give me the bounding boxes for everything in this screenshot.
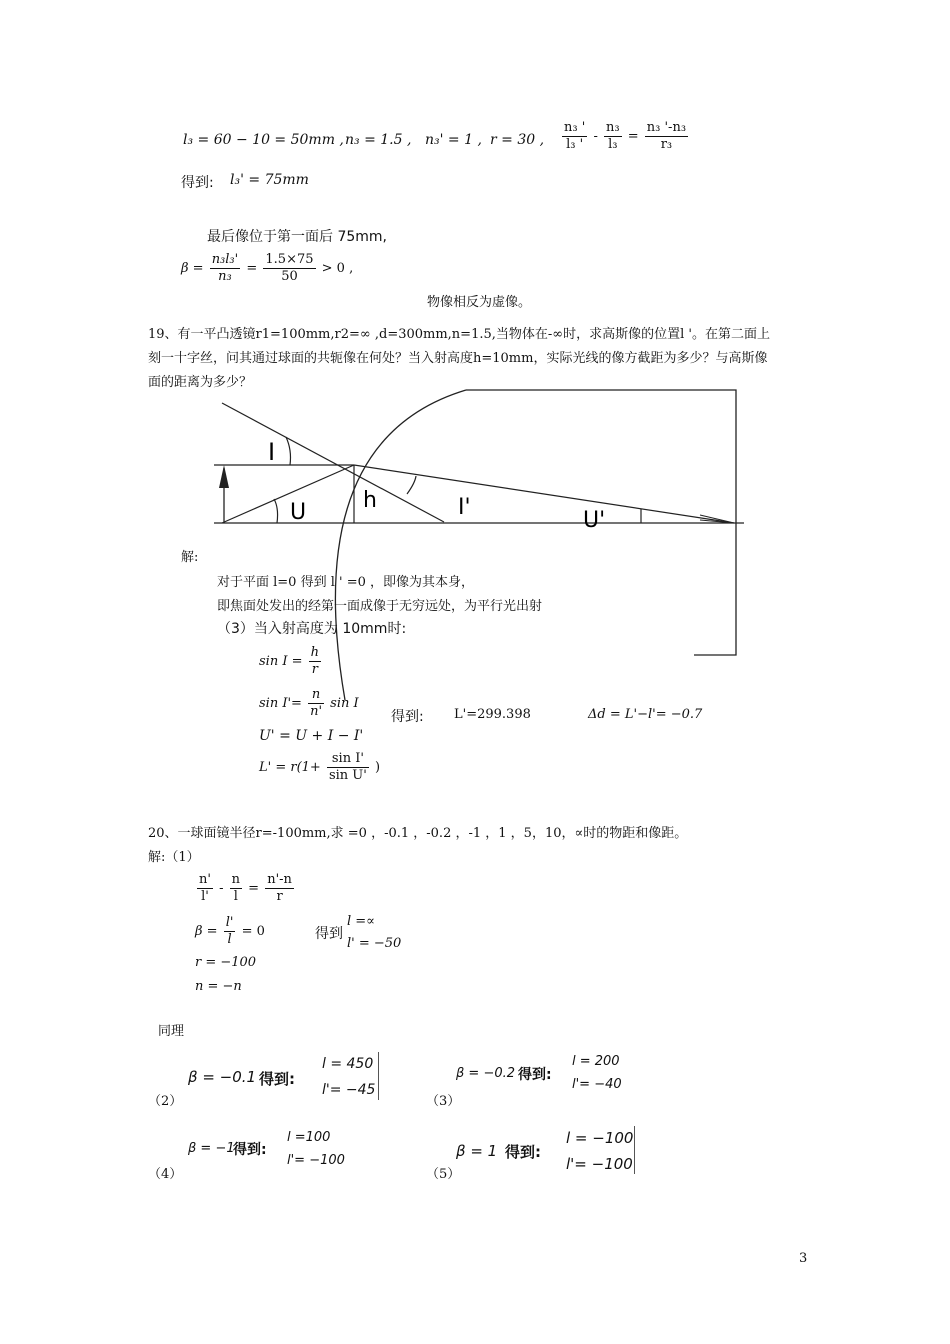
label-U-prime: U' bbox=[583, 508, 606, 533]
l3-equation: l₃ = 60 − 10 = 50mm , bbox=[183, 132, 344, 148]
result-label: 得到: bbox=[181, 175, 214, 191]
case-5-l: l = −100 bbox=[566, 1129, 634, 1147]
angle-I-arc bbox=[286, 437, 291, 465]
case-3-l-prime: l'= −40 bbox=[572, 1077, 622, 1092]
q20-result-l: l =∝ bbox=[347, 914, 375, 929]
label-I: I bbox=[268, 438, 276, 466]
r-value: r = −100 bbox=[195, 955, 257, 970]
case-2-l-prime: l'= −45 bbox=[322, 1082, 376, 1098]
angle-U-arc bbox=[274, 499, 278, 523]
result-value: l₃' = 75mm bbox=[230, 172, 309, 188]
page-number: 3 bbox=[799, 1251, 808, 1266]
case-2-l: l = 450 bbox=[322, 1056, 374, 1072]
r-equation: r = 30 , bbox=[490, 132, 545, 148]
angle-Ip-arc bbox=[407, 476, 416, 494]
case-2-label: 得到: bbox=[259, 1070, 295, 1088]
label-h: h bbox=[363, 488, 377, 513]
q19-line-2: 刻一十字丝，问其通过球面的共轭像在何处？当入射高度h=10mm，实际光线的像方截距为多少？与高斯像 bbox=[148, 351, 768, 366]
n3-equation: n₃ = 1.5 , bbox=[345, 132, 412, 148]
q19-result-delta: Δd = L'−l'= −0.7 bbox=[588, 707, 703, 722]
case-5-beta: β = 1 bbox=[456, 1142, 498, 1160]
n-value: n = −n bbox=[195, 979, 242, 994]
case-4-label: 得到: bbox=[233, 1142, 267, 1158]
spherical-surface bbox=[335, 390, 466, 700]
aperture-ray bbox=[222, 465, 354, 523]
case-3-number: （3） bbox=[426, 1094, 461, 1109]
refracted-ray bbox=[354, 465, 734, 523]
mirror-formula: $\frac{n'}{l'}$ - $\frac{n}{l}$ = $\frac{n'-n}{r}$ bbox=[199, 872, 292, 904]
eq-sin-I: sin I = $\frac{h}{r}$ bbox=[259, 645, 320, 677]
refraction-formula: $\frac{\text{n₃ '}}{\text{l₃ '}}$ - $\frac{\text{n₃}}{\text{l₃}}$ = $\frac{\text{n₃ '-n₃}}{\text{r₃}}$ bbox=[564, 120, 687, 152]
normal-line bbox=[222, 403, 444, 522]
case-3-beta: β = −0.2 bbox=[456, 1066, 516, 1081]
case-4-l-prime: l'= −100 bbox=[287, 1153, 345, 1168]
beta-zero-formula: β = $\frac{l'}{l}$ = 0 bbox=[195, 915, 265, 947]
beta-formula: β = $\frac{\text{n₃l₃'}}{\text{n₃}}$ = $\frac{1.5\times 75}{50}$ > 0 , bbox=[181, 252, 354, 284]
q20-question: 20、一球面镜半径r=-100mm,求 =0 ，-0.1 ，-0.2 ，-1 ，1 ，5，10，∝时的物距和像距。 bbox=[148, 826, 688, 841]
case-3-label: 得到: bbox=[518, 1067, 552, 1083]
case-2-bracket bbox=[378, 1052, 379, 1100]
label-U: U bbox=[290, 500, 307, 525]
case-4-number: （4） bbox=[148, 1167, 183, 1182]
case-2-beta: β = −0.1 bbox=[188, 1068, 257, 1086]
case-5-l-prime: l'= −100 bbox=[566, 1155, 633, 1173]
eq-L-prime: L' = r(1+ $\frac{\text{sin I'}}{\text{sin U'}}$ ) bbox=[259, 751, 381, 783]
case-4-l: l =100 bbox=[287, 1130, 331, 1145]
label-I-prime: I' bbox=[458, 495, 471, 520]
q19-result-L: L'=299.398 bbox=[454, 707, 531, 722]
case-3-l: l = 200 bbox=[572, 1054, 620, 1069]
q19-result-label: 得到: bbox=[391, 709, 424, 725]
same-reason-label: 同理 bbox=[158, 1024, 185, 1039]
virtual-image-note: 物像相反为虚像。 bbox=[427, 295, 532, 310]
eq-U-prime: U' = U + I − I' bbox=[259, 728, 364, 744]
case-2-number: （2） bbox=[148, 1094, 183, 1109]
q20-solution-label: 解:（1） bbox=[148, 850, 200, 865]
q19-solution-label: 解: bbox=[181, 550, 199, 565]
q19-sol-line-1: 对于平面 l=0 得到 l ' =0 ，即像为其本身， bbox=[217, 575, 475, 590]
q19-sol-line-2: 即焦面处发出的经第一面成像于无穷远处，为平行光出射 bbox=[217, 599, 543, 614]
case-5-number: （5） bbox=[426, 1167, 461, 1182]
n3-prime-equation: n₃' = 1 , bbox=[425, 132, 482, 148]
q19-line-1: 19、有一平凸透镜r1=100mm,r2=∞ ,d=300mm,n=1.5,当物体在-∞时，求高斯像的位置l '。在第二面上 bbox=[148, 327, 770, 342]
q19-line-3: 面的距离为多少？ bbox=[148, 375, 253, 390]
object-arrow-head bbox=[219, 465, 229, 488]
q19-sol-line-3: （3）当入射高度为 10mm时: bbox=[217, 621, 407, 637]
case-5-label: 得到: bbox=[505, 1143, 541, 1161]
q20-result-l-prime: l' = −50 bbox=[347, 936, 402, 951]
eq-sin-I-prime: sin I'= $\frac{n}{n'}$ sin I bbox=[259, 687, 359, 719]
case-4-beta: β = −1 bbox=[188, 1141, 235, 1156]
q20-result-label: 得到 bbox=[315, 926, 343, 942]
final-image-position: 最后像位于第一面后 75mm, bbox=[207, 229, 387, 245]
case-5-bracket bbox=[634, 1126, 635, 1174]
